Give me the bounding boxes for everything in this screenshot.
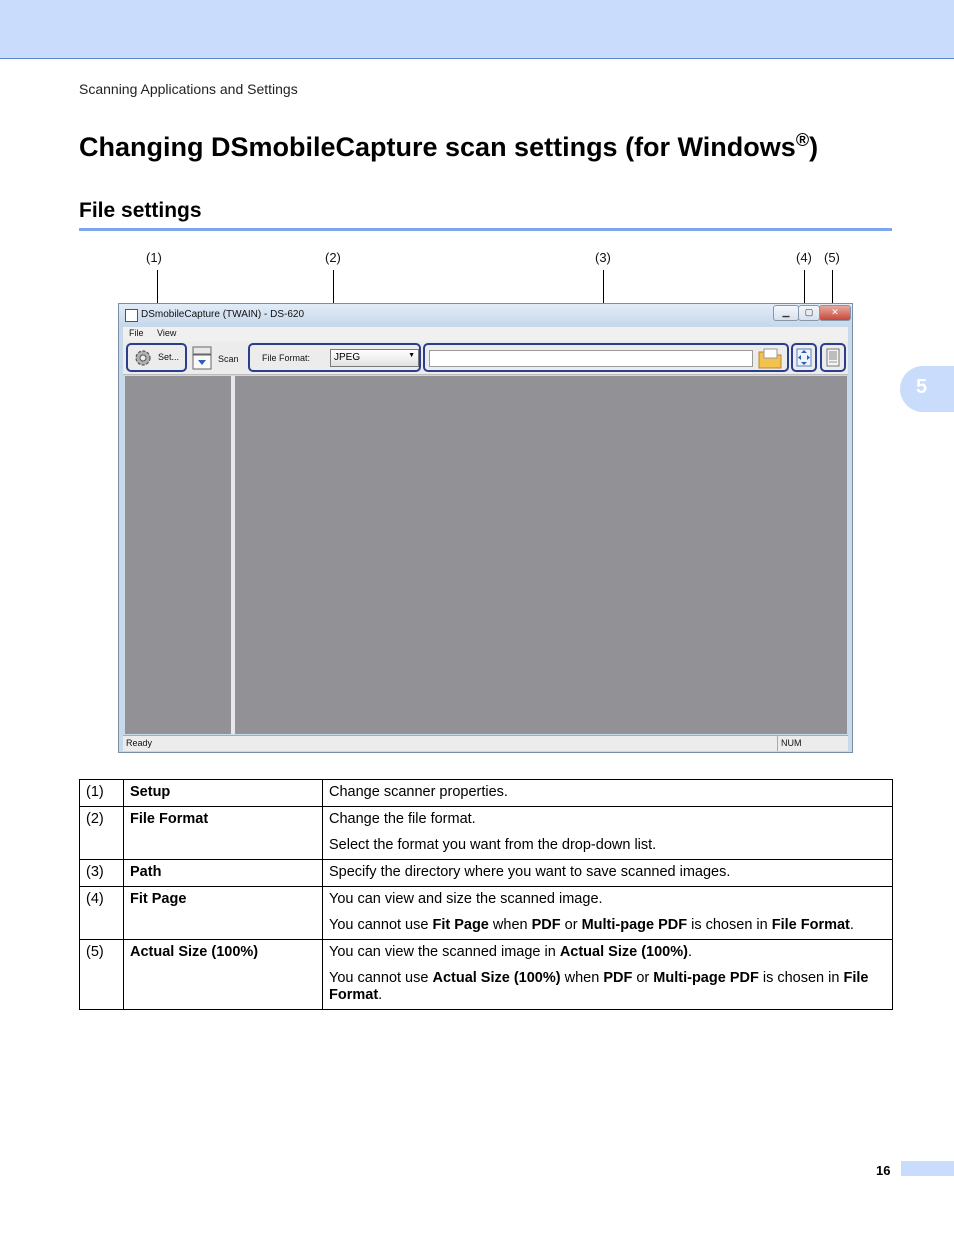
- description-text: Select the format you want from the drop-down list.: [329, 837, 657, 853]
- settings-table-body: [80, 780, 893, 1010]
- path-group: [423, 343, 789, 372]
- fit-page-icon: [795, 347, 813, 368]
- description-text: You cannot use: [329, 970, 433, 986]
- status-divider: [777, 736, 778, 751]
- page-number: 16: [876, 1163, 891, 1178]
- fit-page-button[interactable]: [791, 343, 817, 372]
- chapter-tab: [900, 366, 954, 412]
- file-format-value: JPEG: [334, 352, 361, 363]
- description-text: You can view the scanned image in: [329, 944, 560, 960]
- description-paragraph: [329, 837, 886, 854]
- running-header: Scanning Applications and Settings: [79, 81, 298, 97]
- description-text: You cannot use: [329, 917, 433, 933]
- description-text: when: [560, 970, 604, 986]
- section-divider: [79, 228, 892, 231]
- description-text: is chosen in: [687, 917, 772, 933]
- callout-2: (2): [325, 250, 341, 265]
- description-text: Change scanner properties.: [329, 784, 508, 800]
- actual-size-button[interactable]: [820, 343, 846, 372]
- description-paragraph: [329, 970, 886, 1004]
- row-number: (4): [80, 887, 124, 940]
- toolbar: [123, 341, 848, 375]
- setting-description: [323, 780, 893, 807]
- setting-description: [323, 887, 893, 940]
- menu-file[interactable]: File: [129, 328, 144, 338]
- description-emphasis: Fit Page: [432, 917, 489, 933]
- description-paragraph: [329, 917, 886, 934]
- minimize-button[interactable]: ▁: [773, 305, 799, 321]
- maximize-button[interactable]: ▢: [798, 305, 820, 321]
- actual-size-icon: [824, 347, 842, 368]
- app-icon: [125, 309, 138, 322]
- description-text: is chosen in: [758, 970, 844, 986]
- description-emphasis: File Format: [771, 917, 850, 933]
- description-text: Specify the directory where you want to save scanned images.: [329, 864, 731, 880]
- preview-panel[interactable]: [235, 376, 847, 734]
- app-titlebar: [119, 304, 852, 326]
- description-emphasis: Multi-page PDF: [581, 917, 688, 933]
- description-text: Change the file format.: [329, 811, 476, 827]
- thumbnail-panel[interactable]: [125, 376, 231, 734]
- app-window: [118, 303, 853, 753]
- table-row: [80, 860, 893, 887]
- callout-3: (3): [595, 250, 611, 265]
- settings-table: [79, 779, 893, 1010]
- description-emphasis: Multi-page PDF: [653, 970, 759, 986]
- chapter-number: 5: [916, 376, 928, 398]
- table-row: [80, 940, 893, 1010]
- callout-1: (1): [146, 250, 162, 265]
- page-number-tab: [901, 1161, 954, 1176]
- page-title-text: Changing DSmobileCapture scan settings (for Windows: [79, 132, 796, 162]
- row-number: (1): [80, 780, 124, 807]
- path-input[interactable]: [429, 350, 753, 367]
- gear-icon: [133, 348, 153, 368]
- description-text: .: [849, 917, 854, 933]
- description-emphasis: PDF: [531, 917, 561, 933]
- status-bar: [123, 735, 848, 751]
- setting-name: File Format: [124, 807, 323, 860]
- scan-button[interactable]: [191, 345, 243, 371]
- description-paragraph: [329, 864, 886, 881]
- description-paragraph: [329, 784, 886, 801]
- page-title: [79, 130, 818, 163]
- close-button[interactable]: ✕: [819, 305, 851, 321]
- scanner-icon: [191, 345, 213, 371]
- description-paragraph: [329, 944, 886, 961]
- app-window-title: DSmobileCapture (TWAIN) - DS-620: [141, 309, 305, 320]
- description-emphasis: PDF: [603, 970, 633, 986]
- description-text: when: [488, 917, 532, 933]
- row-number: (3): [80, 860, 124, 887]
- menu-view[interactable]: View: [157, 328, 177, 338]
- description-text: .: [378, 987, 383, 1003]
- page-title-close: ): [809, 132, 819, 162]
- description-paragraph: [329, 811, 886, 828]
- row-number: (5): [80, 940, 124, 1010]
- description-text: or: [632, 970, 654, 986]
- description-emphasis: File Format: [329, 970, 869, 1003]
- file-format-select[interactable]: [330, 349, 419, 367]
- section-title: File settings: [79, 199, 202, 222]
- callout-4: (4): [796, 250, 812, 265]
- setting-name: Actual Size (100%): [124, 940, 323, 1010]
- setting-name: Setup: [124, 780, 323, 807]
- file-format-label: File Format:: [262, 353, 311, 363]
- setting-description: [323, 807, 893, 860]
- scan-label: Scan: [218, 354, 239, 364]
- table-row: [80, 807, 893, 860]
- setting-name: Fit Page: [124, 887, 323, 940]
- description-text: .: [687, 944, 692, 960]
- file-format-group: [248, 343, 421, 372]
- callout-5: (5): [824, 250, 840, 265]
- chevron-down-icon: ▼: [408, 352, 415, 359]
- status-ready: Ready: [126, 738, 153, 748]
- table-row: [80, 780, 893, 807]
- description-paragraph: [329, 891, 886, 908]
- description-text: You can view and size the scanned image.: [329, 891, 603, 907]
- page-header-band: [0, 0, 954, 59]
- menu-bar: [123, 327, 848, 341]
- setup-label: Set...: [158, 352, 180, 362]
- setting-description: [323, 860, 893, 887]
- registered-mark: ®: [795, 130, 810, 150]
- folder-icon[interactable]: [758, 347, 782, 369]
- description-text: or: [560, 917, 582, 933]
- table-row: [80, 887, 893, 940]
- setting-name: Path: [124, 860, 323, 887]
- setting-description: [323, 940, 893, 1010]
- row-number: (2): [80, 807, 124, 860]
- description-emphasis: Actual Size (100%): [432, 970, 561, 986]
- description-emphasis: Actual Size (100%): [559, 944, 688, 960]
- setup-button[interactable]: [126, 343, 187, 372]
- status-num: NUM: [781, 738, 802, 748]
